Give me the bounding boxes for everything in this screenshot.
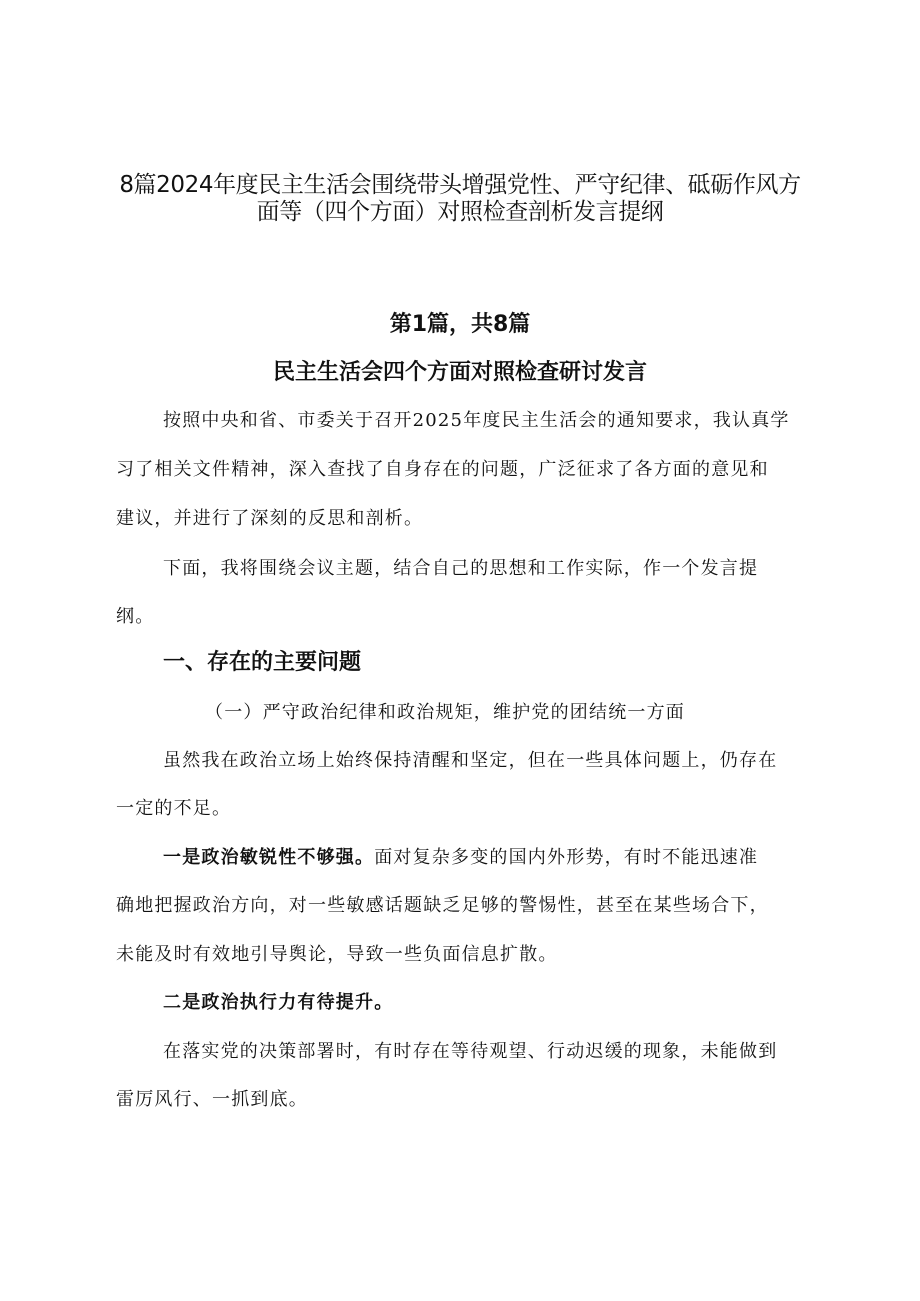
intro-line-1: 按照中央和省、市委关于召开2025年度民主生活会的通知要求，我认真学: [163, 410, 790, 431]
point-2-lead: 二是政治执行力有待提升。: [163, 992, 394, 1013]
part-label: 第1篇，共8篇: [389, 312, 531, 337]
outline-intro-line-1: 下面，我将围绕会议主题，结合自己的思想和工作实际，作一个发言提: [163, 558, 759, 579]
outline-intro-line-2: 纲。: [116, 606, 155, 627]
point-1-line-3: 未能及时有效地引导舆论，导致一些负面信息扩散。: [116, 944, 558, 965]
subsection-text-line-2: 一定的不足。: [116, 798, 232, 819]
point-2-text-line-2: 雷厉风行、一抓到底。: [116, 1089, 308, 1110]
point-1-line-2: 确地把握政治方向，对一些敏感话题缺乏足够的警惕性，甚至在某些场合下，: [116, 895, 769, 916]
intro-line-3: 建议，并进行了深刻的反思和剖析。: [116, 508, 424, 529]
point-1-line-1-rest: 面对复杂多变的国内外形势，有时不能迅速准: [374, 847, 759, 868]
point-2-text-line-1: 在落实党的决策部署时，有时存在等待观望、行动迟缓的现象，未能做到: [163, 1041, 778, 1062]
subsection-text-line-1: 虽然我在政治立场上始终保持清醒和坚定，但在一些具体问题上，仍存在: [163, 750, 778, 771]
intro-line-2: 习了相关文件精神，深入查找了自身存在的问题，广泛征求了各方面的意见和: [116, 459, 769, 480]
document-title-line-2: 面等（四个方面）对照检查剖析发言提纲: [256, 199, 664, 225]
topic-title: 民主生活会四个方面对照检查研讨发言: [272, 360, 647, 385]
document-title-line-1: 8篇2024年度民主生活会围绕带头增强党性、严守纪律、砥砺作风方: [119, 172, 801, 198]
point-1-line-1: [163, 846, 863, 870]
subsection-heading-discipline: （一）严守政治纪律和政治规矩，维护党的团结统一方面: [205, 702, 685, 723]
point-1-lead: 一是政治敏锐性不够强。: [163, 847, 375, 868]
point-2-line-1: [163, 991, 863, 1015]
section-heading-problems: 一、存在的主要问题: [163, 650, 362, 675]
